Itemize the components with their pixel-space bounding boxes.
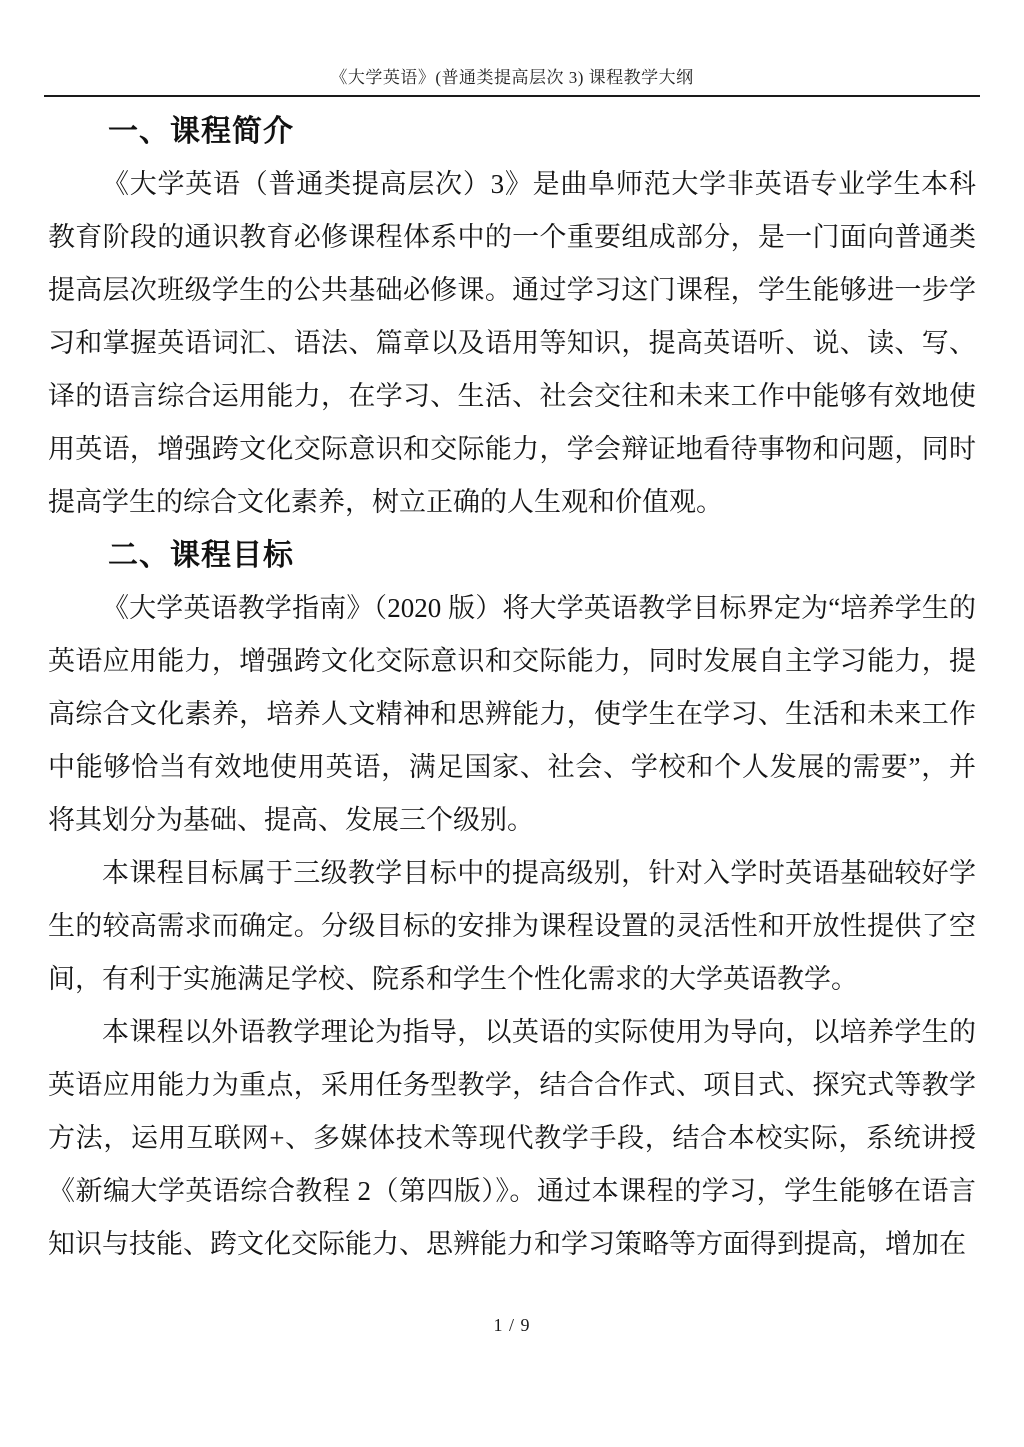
section-heading-course-intro: 一、课程简介 [108,115,294,148]
paragraph-objectives-method: 本课程以外语教学理论为指导，以英语的实际使用为导向，以培养学生的英语应用能力为重点，采用任务型教学，结合合作式、项目式、探究式等教学方法，运用互联网+、多媒体技术等现代教学手段，结合本校实际，系统讲授《新编大学英语综合教程 2（第四版）》。通过本课程的学习，学生能够在语言知识与技能、跨文化交际能力、思辨能力和学习策略等方面得到提高，增加在 [48,1017,976,1259]
page-footer [0,1312,1024,1338]
section-heading-course-objectives: 二、课程目标 [108,539,294,572]
page-header [44,0,980,97]
page-number: 1 / 9 [493,1315,531,1335]
paragraph-objectives-level: 本课程目标属于三级教学目标中的提高级别，针对入学时英语基础较好学生的较高需求而确定。分级目标的安排为课程设置的灵活性和开放性提供了空间，有利于实施满足学校、院系和学生个性化需求的大学英语教学。 [48,858,976,994]
paragraph-objectives-guideline: 《大学英语教学指南》（2020 版）将大学英语教学目标界定为“培养学生的英语应用能力，增强跨文化交际意识和交际能力，同时发展自主学习能力，提高综合文化素养，培养人文精神和思辨能力，使学生在学习、生活和未来工作中能够恰当有效地使用英语，满足国家、社会、学校和个人发展的需要”，并将其划分为基础、提高、发展三个级别。 [48,593,976,835]
paragraph-course-intro: 《大学英语（普通类提高层次）3》是曲阜师范大学非英语专业学生本科教育阶段的通识教育必修课程体系中的一个重要组成部分，是一门面向普通类提高层次班级学生的公共基础必修课。通过学习这门课程，学生能够进一步学习和掌握英语词汇、语法、篇章以及语用等知识，提高英语听、说、读、写、译的语言综合运用能力，在学习、生活、社会交往和未来工作中能够有效地使用英语，增强跨文化交际意识和交际能力，学会辩证地看待事物和问题，同时提高学生的综合文化素养，树立正确的人生观和价值观。 [48,169,976,517]
running-head-title: 《大学英语》(普通类提高层次 3) 课程教学大纲 [330,68,694,87]
document-body [48,97,976,1271]
